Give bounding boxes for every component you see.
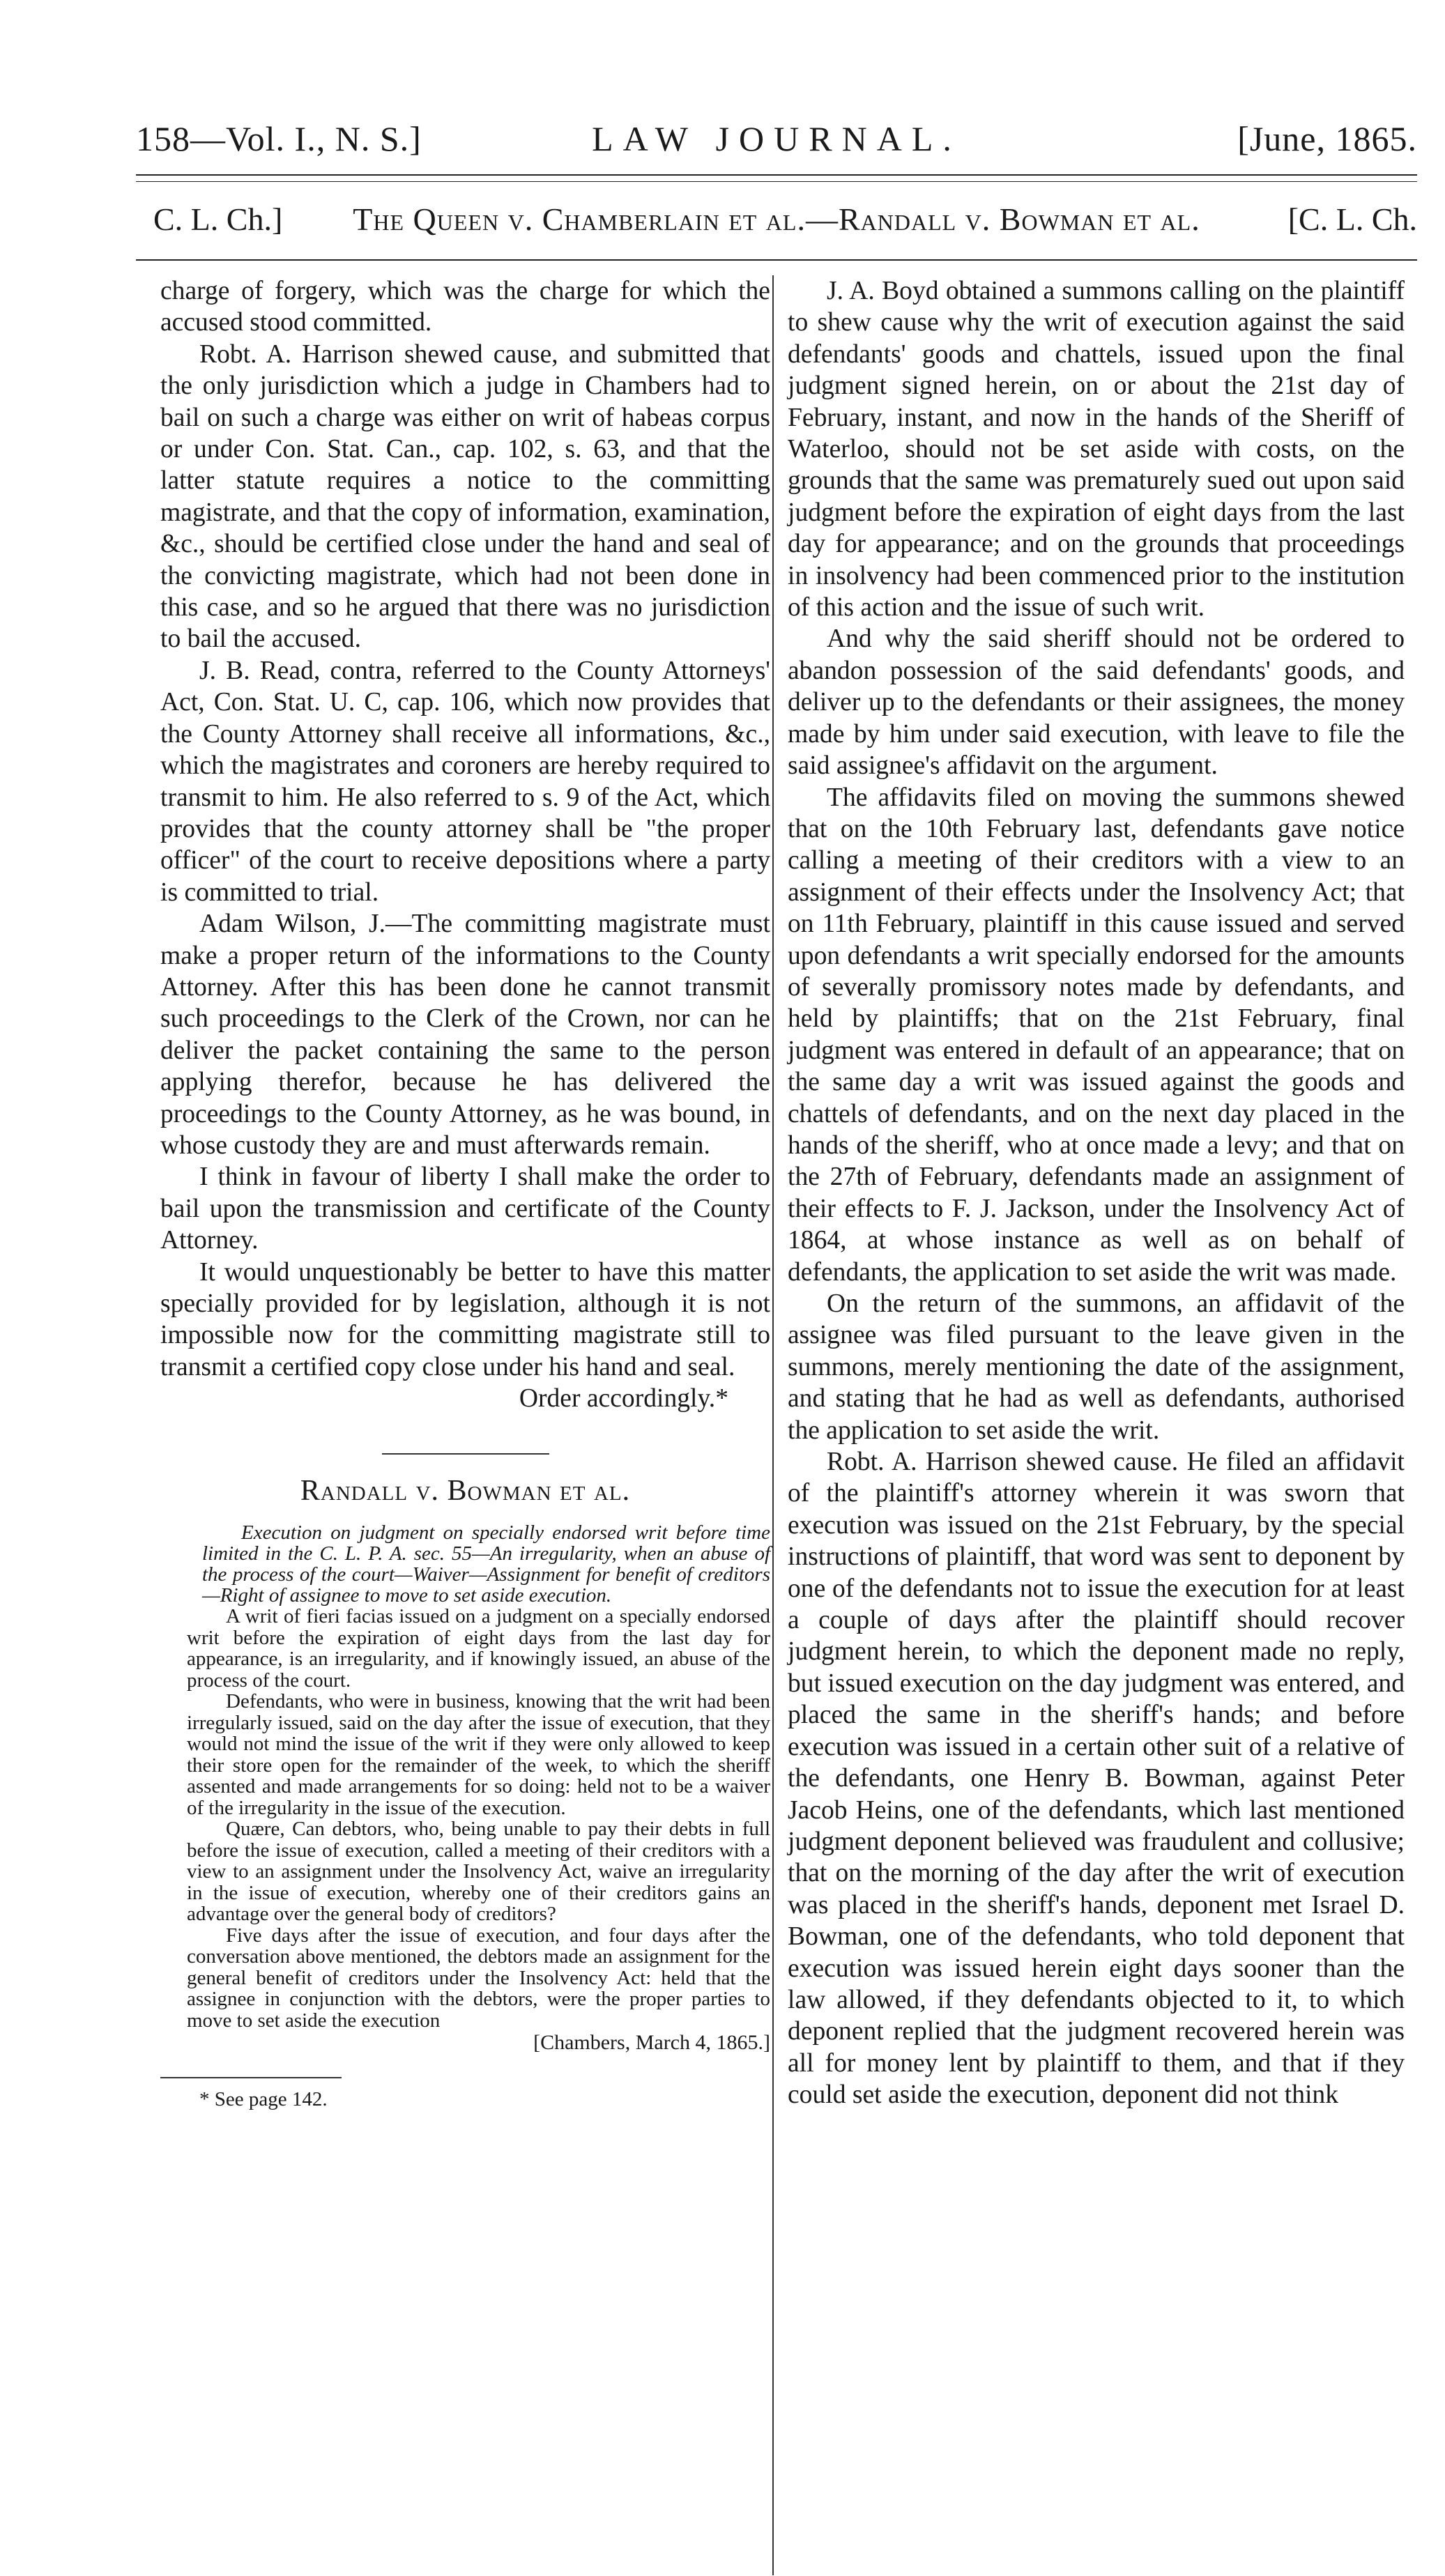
- column-divider: [772, 275, 774, 2575]
- paragraph: Adam Wilson, J.—The committing magistrate must make a proper return of the informations to the County Attorney. After this has been done he cannot transmit such proceedings to the Clerk of the Crown, nor can he deliver the packet containing the same to the person applying therefor, because he has delivered the proceedings to the County Attorney, as he was bound, in whose custody they are and must afterwards remain.: [160, 910, 770, 1160]
- court-abbrev-left: C. L. Ch.]: [153, 201, 283, 237]
- chambers-date: [Chambers, March 4, 1865.]: [533, 2031, 770, 2055]
- section-head: [136, 201, 1417, 250]
- case-names-header: The Queen v. Chamberlain et al.—Randall v. Bowman et al.: [353, 201, 1200, 237]
- paragraph: charge of forgery, which was the charge for which the accused stood committed.: [160, 277, 770, 337]
- running-head: [136, 118, 1417, 167]
- case-title: Randall v. Bowman et al.: [300, 1474, 631, 1507]
- footnote-rule: [160, 2077, 342, 2078]
- issue-date: [June, 1865.: [1237, 119, 1417, 158]
- paragraph: The affidavits filed on moving the summons shewed that on the 10th February last, defendants gave notice calling a meeting of their creditors with a view to an assignment of their effects under the Insolvency Act; that on 11th February, plaintiff in this cause issued and served upon defendants a writ specially endorsed for the amounts of severally promissory notes made by defendants, and held by plaintiffs; that on the 21st February, final judgment was entered in default of an appearance; that on the same day a writ was issued against the goods and chattels of defendants, and on the next day placed in the hands of the sheriff, who at once made a levy; and that on the 27th of February, defendants made an assignment of their effects to F. J. Jackson, under the Insolvency Act of 1864, at whose instance as well as on behalf of defendants, the application to set aside the writ was made.: [788, 783, 1405, 1287]
- case-separator: [382, 1453, 549, 1455]
- order-line: Order accordingly.*: [519, 1384, 728, 1413]
- paragraph: Robt. A. Harrison shewed cause, and submitted that the only jurisdiction which a judge in Chambers had to bail on such a charge was either on writ of habeas corpus or under Con. Stat. Can., cap. 102, s. 63, and that the latter statute requires a notice to the committing magistrate, and that the copy of information, examination, &c., should be certified close under the hand and seal of the convicting magistrate, which had not been done in this case, and so he argued that there was no jurisdiction to bail the accused.: [160, 339, 770, 654]
- headnote-summary: Execution on judgment on specially endorsed writ before time limited in the C. L. P. A. sec. 55—An irregularity, when an abuse of the process of the court—Waiver—Assignment for benefit of creditors—Right of assignee to move to set aside execution.: [202, 1521, 770, 1607]
- paragraph: On the return of the summons, an affidavit of the assignee was filed pursuant to the leave given in the summons, merely mentioning the date of the assignment, and stating that he had as well as defendants, authorised the application to set aside the writ.: [788, 1289, 1405, 1445]
- paragraph: Robt. A. Harrison shewed cause. He filed an affidavit of the plaintiff's attorney wherein it was sworn that execution was issued on the 21st February, by the special instructions of plaintiff, that word was sent to deponent by one of the defendants not to issue the execution for at least a couple of days after the plaintiff should recover judgment herein, to which the deponent made no reply, but issued execution on the day judgment was entered, and placed the same in the sheriff's hands; and before execution was issued in a certain other suit of a relative of the defendants, one Henry B. Bowman, against Peter Jacob Heins, one of the defendants, which last mentioned judgment deponent believed was fraudulent and collusive; that on the morning of the day after the writ of execution was placed in the sheriff's hands, deponent met Israel D. Bowman, one of the defendants, who told deponent that execution was issued herein eight days sooner than the law allowed, if they defendants objected to it, to which deponent replied that the judgment recovered herein was all for money lent by plaintiff to them, and that if they could set aside the execution, deponent did not think: [788, 1448, 1405, 2110]
- section-rule: [136, 259, 1417, 261]
- headnote: A writ of fieri facias issued on a judgment on a specially endorsed writ before the expiration of eight days from the last day for appearance, is an irregularity, and if knowingly issued, an abuse of the process of the court.: [187, 1605, 770, 1692]
- paragraph: It would unquestionably be better to have this matter specially provided for by legislation, although it is not impossible now for the committing magistrate still to transmit a certified copy close under his hand and seal.: [160, 1257, 770, 1381]
- paragraph: J. B. Read, contra, referred to the County Attorneys' Act, Con. Stat. U. C, cap. 106, which now provides that the County Attorney shall receive all informations, &c., which the magistrates and coroners are hereby required to transmit to him. He also referred to s. 9 of the Act, which provides that the county attorney shall be "the proper officer" of the court to receive depositions where a party is committed to trial.: [160, 656, 770, 907]
- journal-title: LAW JOURNAL.: [592, 119, 961, 158]
- paragraph: And why the said sheriff should not be ordered to abandon possession of the said defendants' goods, and deliver up to the defendants or their assignees, the money made by him under said execution, with leave to file the said assignee's affidavit on the argument.: [788, 624, 1405, 781]
- left-column: [160, 275, 770, 2110]
- court-abbrev-right: [C. L. Ch.: [1287, 201, 1417, 237]
- footnote: * See page 142.: [199, 2088, 328, 2111]
- headnote: Five days after the issue of execution, and four days after the conversation above mentioned, the debtors made an assignment for the general benefit of creditors under the Insolvency Act: held that the assignee in conjunction with the debtors, were the proper parties to move to set aside the execution: [187, 1924, 770, 2032]
- paragraph: I think in favour of liberty I shall make the order to bail upon the transmission and certificate of the County Attorney.: [160, 1163, 770, 1255]
- page-number-volume: 158—Vol. I., N. S.]: [136, 119, 422, 158]
- paragraph: J. A. Boyd obtained a summons calling on the plaintiff to shew cause why the writ of execution against the said defendants' goods and chattels, issued upon the final judgment signed herein, on or about the 21st day of February, instant, and now in the hands of the Sheriff of Waterloo, should not be set aside with costs, on the grounds that the same was prematurely sued out upon said judgment before the expiration of eight days from the last day for appearance; and on the grounds that proceedings in insolvency had been commenced prior to the institution of this action and the issue of such writ.: [788, 277, 1405, 622]
- headnote: Quære, Can debtors, who, being unable to pay their debts in full before the issue of execution, called a meeting of their creditors with a view to an assignment under the Insolvency Act, waive an irregularity in the issue of execution, whereby one of their creditors gains an advantage over the general body of creditors?: [187, 1818, 770, 1926]
- header-rule: [136, 174, 1417, 176]
- header-rule-thin: [136, 181, 1417, 182]
- right-column: [788, 275, 1405, 2111]
- headnote: Defendants, who were in business, knowing that the writ had been irregularly issued, said on the day after the issue of execution, that they would not mind the issue of the writ if they were only allowed to keep their store open for the remainder of the week, to which the sheriff assented and made arrangements for so doing: held not to be a waiver of the irregularity in the issue of the execution.: [187, 1690, 770, 1819]
